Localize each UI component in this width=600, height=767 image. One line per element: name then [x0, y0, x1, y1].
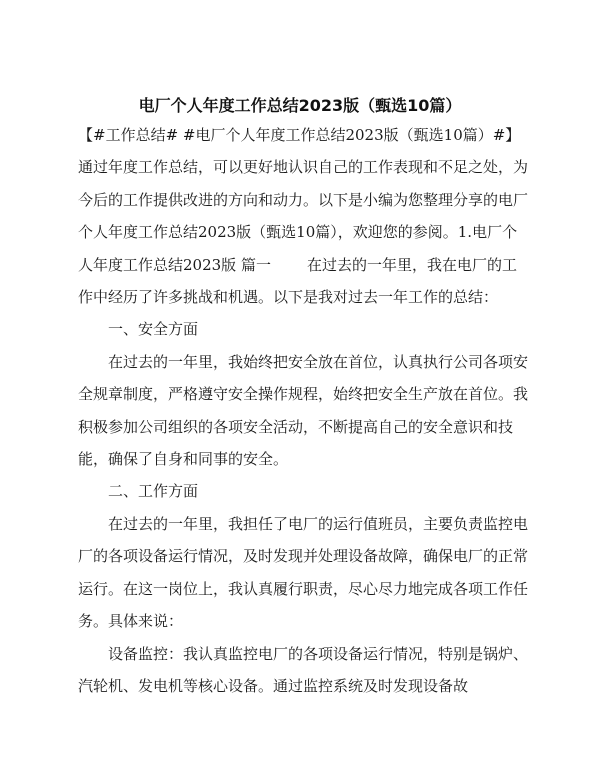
section-body-work: 在过去的一年里，我担任了电厂的运行值班员，主要负责监控电厂的各项设备运行情况，及时发现并处理设备故障，确保电厂的正常运行。在这一岗位上，我认真履行职责，尽心尽力地完成各项工作任务。具体来说： — [78, 514, 529, 631]
section-heading-work: 二、工作方面 — [108, 482, 199, 501]
document-body — [78, 119, 530, 702]
article-opening: 在过去的一年里，我在电厂的工作中经历了许多挑战和机遇。以下是我对过去一年工作的总结： — [78, 255, 517, 307]
article-label: 1.电厂个人年度工作总结2023版 篇一 — [78, 223, 518, 274]
section-item-equipment-monitoring: 设备监控：我认真监控电厂的各项设备运行情况，特别是锅炉、汽轮机、发电机等核心设备。通过监控系统及时发现设备故 — [78, 644, 529, 695]
intro-body: 通过年度工作总结，可以更好地认识自己的工作表现和不足之处，为今后的工作提供改进的方向和动力。以下是小编为您整理分享的电厂个人年度工作总结2023版（甄选10篇），欢迎您的参阅。 — [78, 158, 529, 242]
section-body-safety: 在过去的一年里，我始终把安全放在首位，认真执行公司各项安全规章制度，严格遵守安全操作规程，始终把安全生产放在首位。我积极参加公司组织的各项安全活动，不断提高自己的安全意识和技能，确保了自身和同事的安全。 — [78, 352, 529, 469]
intro-paragraph — [78, 119, 530, 313]
intro-tag: 【#工作总结# #电厂个人年度工作总结2023版（甄选10篇）#】 — [78, 126, 521, 144]
document-title: 电厂个人年度工作总结2023版（甄选10篇） — [138, 96, 462, 115]
section-heading-safety: 一、安全方面 — [108, 320, 199, 339]
